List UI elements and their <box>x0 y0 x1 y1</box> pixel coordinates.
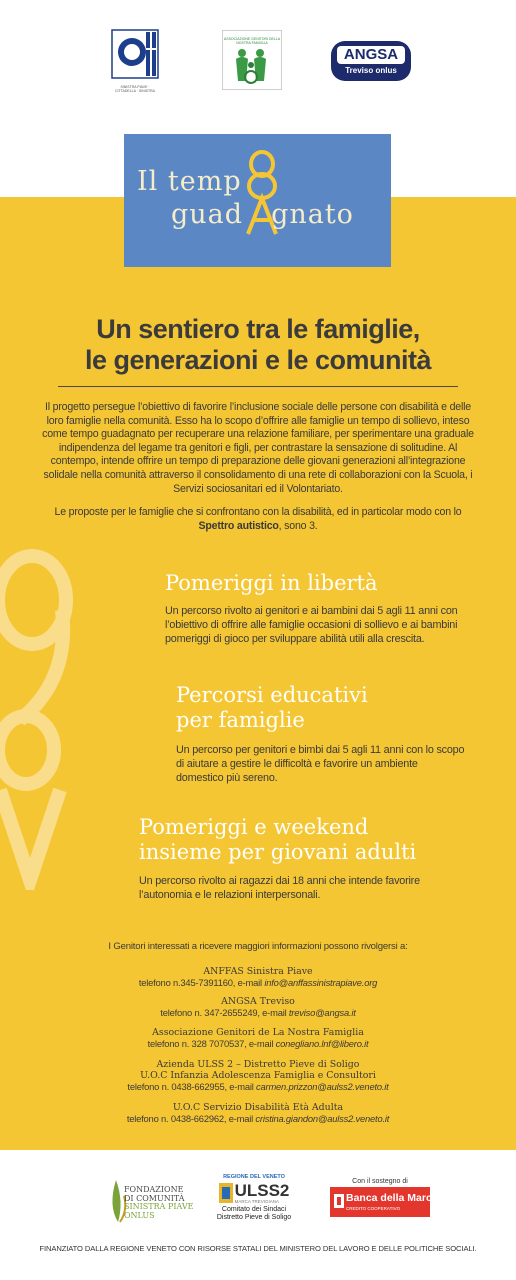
associazione-genitori-logo <box>222 30 282 90</box>
headline-line2: le generazioni e le comunità <box>84 345 432 375</box>
ulss-lion-icon <box>219 1183 233 1203</box>
intro-paragraph-2 <box>50 506 466 533</box>
title-line2-a: guad <box>171 199 244 230</box>
sostegno-label: Con il sostegno di <box>352 1178 408 1185</box>
angsa-logo <box>330 40 412 82</box>
comitato-label <box>215 1206 293 1222</box>
contact-email[interactable]: info@anffassinistrapiave.org <box>264 977 378 988</box>
contact-email[interactable]: treviso@angsa.it <box>288 1007 356 1018</box>
contact-anffas <box>70 966 446 988</box>
contact-ulss-disabilita <box>70 1102 446 1124</box>
anffas-logo-icon <box>110 28 160 80</box>
contact-line <box>70 1038 446 1049</box>
headline-divider <box>58 386 458 387</box>
section-2-text: Un percorso per genitori e bimbi dai 5 agli 11 anni con lo scopo di aiutare a gestire le difficoltà e favorire un ambiente domestico più sereno. <box>176 744 465 784</box>
associazione-caption: ASSOCIAZIONE GENITORI DELLA NOSTRA FAMIGLIA <box>223 37 281 45</box>
section-2-title <box>176 683 368 733</box>
section-3-text: Un percorso rivolto ai ragazzi dai 18 anni che intende favorire l’autonomia e le relazioni interpersonali. <box>139 875 420 901</box>
fondazione-line2: DI COMUNITÀ <box>124 1193 185 1203</box>
contact-org: ANFFAS Sinistra Piave <box>203 966 313 977</box>
fondazione-line1: FONDAZIONE <box>124 1185 184 1194</box>
contact-line <box>70 1081 446 1092</box>
contact-line <box>70 1007 446 1018</box>
banca-sub: CREDITO COOPERATIVO <box>346 1206 401 1211</box>
contact-ulss-infanzia <box>70 1059 446 1092</box>
intro2-text-b: , sono 3. <box>278 519 318 532</box>
title-line2-b: gnato <box>271 199 354 230</box>
banca-name: Banca della Marca <box>346 1192 438 1204</box>
comitato-line2: Distretto Pieve di Soligo <box>216 1214 292 1221</box>
contact-org: Associazione Genitori de La Nostra Famiglia <box>152 1027 364 1038</box>
ulss-name: ULSS2 <box>234 1181 290 1200</box>
title-line1: Il temp <box>137 166 242 197</box>
footer-note: FINANZIATO DALLA REGIONE VENETO CON RISORSE STATALI DEL MINISTERO DEL LAVORO E DELLE POLITICHE SOCIALI. <box>39 1244 477 1253</box>
contact-org: U.O.C Servizio Disabilità Età Adulta <box>172 1102 344 1113</box>
ulss-sub: MARCA TREVIGIANA <box>234 1199 280 1204</box>
contact-line <box>70 977 446 988</box>
section-3-title-line2: insieme per giovani adulti <box>139 840 417 864</box>
section-2-title-line2: per famiglie <box>176 708 305 732</box>
ulss2-logo <box>215 1174 293 1232</box>
family-figures-icon <box>223 45 281 89</box>
contact-phone: telefono n. 0438-662962, e-mail <box>126 1113 256 1124</box>
angsa-name: ANGSA <box>343 46 399 63</box>
title-line2 <box>171 199 354 230</box>
contact-phone: telefono n. 0438-662955, e-mail <box>127 1081 257 1092</box>
contact-email[interactable]: carmen.prizzon@aulss2.veneto.it <box>256 1081 389 1092</box>
comitato-line1: Comitato dei Sindaci <box>221 1206 287 1213</box>
contacts-intro: I Genitori interessati a ricevere maggiori informazioni possono rivolgersi a: <box>108 941 408 952</box>
contact-org-sub: U.O.C Infanzia Adolescenza Famiglia e Consultori <box>140 1070 376 1081</box>
regione-label: REGIONE DEL VENETO <box>223 1174 285 1180</box>
decorative-glyph-icon <box>0 530 110 890</box>
section-3-title <box>139 815 416 865</box>
intro-paragraph: Il progetto persegue l’obiettivo di favorire l’inclusione sociale delle persone con disabilità e delle loro famiglie nella comunità. Esso ha lo scopo d’offrire alle famiglie un tempo di sollievo, inteso come tempo guadagnato per recuperare una relazione familiare, per sperimentare una graduale indipendenza del legame tra genitori e figli, per contrastare la sensazione di solitudine. Al contempo, intende offrire un tempo di preparazione delle giovani generazioni all’integrazione solidale nella comunità attraverso il consolidamento di una rete di collaborazioni con la Scuola, i Servizi sociosanitari ed il Volontariato. <box>42 401 474 495</box>
section-1-title: Pomeriggi in libertà <box>165 571 378 595</box>
section-3-title-line1: Pomeriggi e weekend <box>139 815 369 839</box>
fondazione-name <box>124 1186 194 1220</box>
contact-email[interactable]: cristina.giandon@aulss2.veneto.it <box>255 1113 390 1124</box>
fondazione-logo <box>108 1172 203 1230</box>
contact-org: Azienda ULSS 2 – Distretto Pieve di Soligo <box>156 1059 360 1070</box>
headline-line1: Un sentiero tra le famiglie, <box>96 314 420 344</box>
anffas-logo <box>110 28 160 93</box>
contact-angsa <box>70 996 446 1018</box>
section-1-text: Un percorso rivolto ai genitori e ai bambini dai 5 agli 11 anni con l’obiettivo di offrire alle famiglie occasioni di sollievo e ai bambini pomeriggi di gioco per sviluppare abilità utili alla crescita. <box>165 605 458 645</box>
contact-nostra-famiglia <box>70 1027 446 1049</box>
intro2-text-a: Le proposte per le famiglie che si confrontano con la disabilità, ed in particolar modo con lo <box>54 506 462 518</box>
angsa-sub: Treviso onlus <box>345 66 397 75</box>
contact-phone: telefono n. 328 7070537, e-mail <box>147 1038 276 1049</box>
banca-marca-logo <box>330 1187 438 1217</box>
fondazione-line4: ONLUS <box>124 1210 155 1220</box>
anffas-caption: SINISTRA PIAVE · CITTADELLA · SINISTRA <box>115 85 155 93</box>
intro2-bold: Spettro autistico <box>198 519 279 532</box>
section-2-title-line1: Percorsi educativi <box>176 683 368 707</box>
contact-org: ANGSA Treviso <box>221 996 295 1007</box>
contact-phone: telefono n. 347-2655249, e-mail <box>160 1007 289 1018</box>
contact-phone: telefono n.345-7391160, e-mail <box>138 977 265 988</box>
fondazione-line3: SINISTRA PIAVE <box>124 1202 194 1211</box>
page-headline <box>40 314 476 376</box>
contact-line <box>70 1113 446 1124</box>
banca-emblem-icon <box>334 1194 344 1208</box>
contact-email[interactable]: conegliano.lnf@libero.it <box>275 1038 369 1049</box>
